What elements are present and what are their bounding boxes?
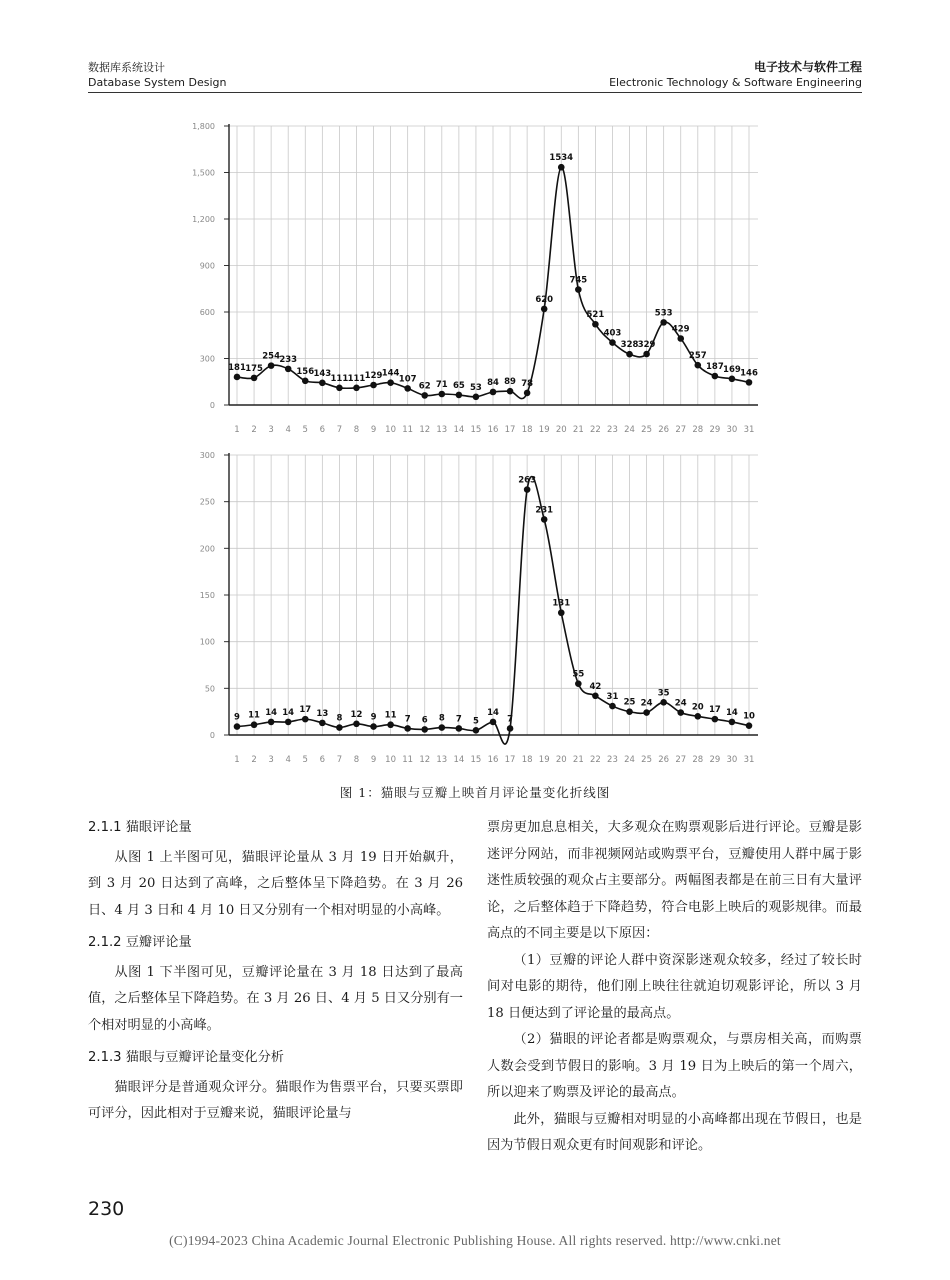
- y-tick-label: 300: [199, 451, 215, 460]
- x-tick-label: 15: [470, 425, 482, 435]
- x-tick-label: 23: [607, 425, 618, 435]
- x-tick-label: 9: [370, 755, 377, 765]
- x-tick-label: 14: [453, 425, 465, 435]
- x-tick-label: 6: [319, 425, 326, 435]
- paragraph-comparison-start: 猫眼评分是普通观众评分。猫眼作为售票平台，只要买票即可评分，因此相对于豆瓣来说，猫眼评论量与: [88, 1079, 463, 1121]
- data-label: 12: [350, 709, 363, 720]
- data-label: 14: [282, 707, 295, 718]
- x-tick-label: 18: [521, 425, 533, 435]
- data-point: [558, 609, 565, 616]
- x-tick-label: 19: [538, 755, 550, 765]
- data-label: 31: [606, 692, 619, 703]
- y-tick-label: 200: [199, 544, 215, 554]
- data-point: [251, 375, 258, 382]
- x-tick-label: 26: [658, 755, 670, 765]
- data-label: 84: [487, 377, 499, 388]
- x-tick-label: 24: [624, 425, 635, 435]
- data-point: [677, 335, 684, 342]
- data-point: [387, 721, 394, 728]
- data-point: [285, 366, 292, 373]
- data-label: 187: [705, 362, 724, 373]
- data-label: 8: [438, 713, 445, 724]
- data-label: 146: [740, 368, 758, 379]
- copyright-footer: (C)1994-2023 China Academic Journal Electronic Publishing House. All rights reserved. http://www.cnki.net: [169, 1233, 781, 1248]
- data-point: [626, 351, 633, 358]
- data-point: [336, 724, 343, 731]
- data-point: [353, 384, 360, 391]
- x-tick-label: 7: [336, 425, 343, 435]
- data-label: 143: [313, 368, 332, 379]
- data-label: 17: [708, 705, 721, 716]
- data-label: 11: [384, 710, 397, 721]
- x-tick-label: 5: [302, 425, 308, 435]
- data-label: 14: [487, 707, 499, 718]
- data-point: [302, 378, 309, 385]
- data-label: 131: [552, 598, 571, 609]
- data-label: 7: [404, 714, 411, 725]
- x-tick-label: 13: [436, 755, 448, 765]
- y-tick-label: 50: [204, 684, 215, 694]
- right-column: [487, 815, 862, 1160]
- data-point: [439, 724, 446, 731]
- data-label: 13: [316, 708, 329, 719]
- maoyan-chart: [192, 122, 758, 435]
- data-point: [575, 680, 582, 687]
- y-tick-label: 100: [199, 637, 215, 647]
- data-point: [660, 319, 667, 326]
- data-point: [268, 362, 275, 369]
- x-tick-label: 29: [709, 425, 721, 435]
- data-label: 9: [370, 712, 377, 723]
- data-label: 175: [245, 363, 263, 374]
- section-title-en: Database System Design: [88, 76, 227, 89]
- data-label: 745: [569, 275, 588, 286]
- data-label: 429: [671, 324, 690, 335]
- x-tick-label: 31: [743, 425, 755, 435]
- y-tick-label: 0: [209, 731, 215, 740]
- data-point: [251, 721, 258, 728]
- x-tick-label: 28: [692, 425, 704, 435]
- data-point: [507, 388, 514, 395]
- x-tick-label: 4: [285, 755, 291, 765]
- data-label: 89: [504, 377, 516, 388]
- data-point: [404, 385, 411, 392]
- paragraph-reason-2: （2）猫眼的评论者都是购票观众，与票房相关高，而购票人数会受到节假日的影响。3 月 19 日为上映后的第一个周六，所以迎来了购票及评论的最高点。: [487, 1032, 862, 1100]
- data-label: 233: [279, 354, 298, 365]
- data-point: [234, 374, 241, 381]
- data-label: 156: [296, 366, 315, 377]
- data-point: [421, 726, 428, 733]
- x-tick-label: 29: [709, 755, 721, 765]
- x-tick-label: 15: [470, 755, 482, 765]
- data-point: [592, 693, 599, 700]
- x-tick-label: 9: [370, 425, 377, 435]
- heading-maoyan-count: 2.1.1 猫眼评论量: [88, 820, 192, 835]
- data-point: [302, 716, 309, 723]
- data-label: 263: [518, 475, 537, 486]
- data-label: 107: [398, 374, 417, 385]
- data-point: [456, 392, 463, 399]
- x-tick-label: 5: [302, 755, 308, 765]
- data-label: 24: [640, 698, 653, 709]
- data-point: [541, 306, 548, 313]
- data-point: [336, 384, 343, 391]
- y-tick-label: 300: [199, 354, 215, 364]
- data-point: [234, 723, 241, 730]
- data-point: [643, 709, 650, 716]
- data-point: [473, 393, 480, 400]
- x-tick-label: 11: [402, 425, 414, 435]
- data-point: [490, 719, 497, 726]
- y-tick-label: 1,500: [192, 168, 215, 178]
- journal-section-header: [88, 60, 226, 90]
- heading-comparison: 2.1.3 猫眼与豆瓣评论量变化分析: [88, 1050, 284, 1065]
- data-label: 6: [421, 715, 428, 726]
- data-point: [473, 727, 480, 734]
- paragraph-maoyan-count: 从图 1 上半图可见，猫眼评论量从 3 月 19 日开始飙升，到 3 月 20 日达到了高峰，之后整体呈下降趋势。在 3 月 26 日、4 月 3 日和 4 月 10 日又分别有一个相对明显的小高峰。: [88, 849, 463, 918]
- x-tick-label: 12: [419, 755, 431, 765]
- data-label: 55: [572, 669, 585, 680]
- data-label: 254: [262, 351, 281, 362]
- data-label: 521: [586, 310, 605, 321]
- data-point: [524, 390, 531, 397]
- data-point: [268, 719, 275, 726]
- x-tick-label: 2: [251, 425, 257, 435]
- x-tick-label: 30: [726, 755, 738, 765]
- x-tick-label: 12: [419, 425, 431, 435]
- x-tick-label: 30: [726, 425, 738, 435]
- data-point: [626, 708, 633, 715]
- data-label: 231: [535, 505, 554, 516]
- x-tick-label: 4: [285, 425, 291, 435]
- data-point: [712, 373, 719, 380]
- x-tick-label: 20: [555, 425, 567, 435]
- data-label: 7: [455, 714, 462, 725]
- x-tick-label: 16: [487, 425, 499, 435]
- data-label: 144: [381, 368, 400, 379]
- data-point: [387, 379, 394, 386]
- data-label: 24: [674, 698, 687, 709]
- data-label: 328: [620, 340, 639, 351]
- data-point: [456, 725, 463, 732]
- data-point: [660, 699, 667, 706]
- data-label: 78: [521, 378, 534, 389]
- data-point: [575, 286, 582, 293]
- douban-chart: [200, 451, 758, 765]
- x-tick-label: 23: [607, 755, 618, 765]
- data-point: [507, 725, 514, 732]
- x-tick-label: 17: [504, 755, 516, 765]
- x-tick-label: 3: [268, 425, 274, 435]
- data-label: 71: [435, 379, 448, 390]
- data-point: [319, 720, 326, 727]
- figure-caption: 图 1：猫眼与豆瓣上映首月评论量变化折线图: [339, 785, 611, 800]
- journal-title-en: Electronic Technology & Software Engineering: [609, 76, 862, 89]
- data-point: [712, 716, 719, 723]
- data-label: 8: [336, 713, 343, 724]
- x-tick-label: 10: [385, 425, 397, 435]
- x-tick-label: 21: [572, 425, 584, 435]
- figure-1-charts: [0, 110, 950, 775]
- data-label: 14: [265, 707, 278, 718]
- x-tick-label: 20: [555, 755, 567, 765]
- data-point: [677, 709, 684, 716]
- data-point: [285, 719, 292, 726]
- x-tick-label: 3: [268, 755, 274, 765]
- data-label: 620: [535, 294, 554, 305]
- data-label: 11: [248, 710, 260, 721]
- x-tick-label: 8: [353, 425, 360, 435]
- data-point: [319, 380, 326, 387]
- y-tick-label: 600: [199, 308, 215, 317]
- data-label: 25: [623, 697, 636, 708]
- data-point: [695, 713, 702, 720]
- data-point: [558, 164, 565, 171]
- data-label: 111: [330, 373, 349, 384]
- data-label: 10: [743, 711, 755, 722]
- data-label: 42: [589, 681, 602, 692]
- x-tick-label: 7: [336, 755, 343, 765]
- data-label: 20: [691, 702, 704, 713]
- data-point: [746, 379, 753, 386]
- data-label: 403: [603, 328, 622, 339]
- data-label: 62: [418, 381, 431, 392]
- data-label: 329: [637, 340, 656, 351]
- data-label: 7: [507, 714, 514, 725]
- left-column: [88, 815, 463, 1128]
- x-tick-label: 18: [521, 755, 533, 765]
- data-label: 1534: [549, 153, 574, 164]
- data-point: [524, 486, 531, 493]
- x-tick-label: 27: [675, 425, 687, 435]
- x-tick-label: 19: [538, 425, 550, 435]
- y-tick-label: 250: [199, 497, 215, 507]
- data-label: 257: [688, 351, 707, 362]
- data-label: 5: [472, 716, 479, 727]
- x-tick-label: 24: [624, 755, 635, 765]
- x-tick-label: 26: [658, 425, 670, 435]
- x-tick-label: 22: [589, 755, 601, 765]
- x-tick-label: 25: [641, 755, 653, 765]
- x-tick-label: 17: [504, 425, 516, 435]
- x-tick-label: 13: [436, 425, 448, 435]
- journal-name-header: [609, 60, 862, 90]
- x-tick-label: 25: [641, 425, 653, 435]
- data-label: 17: [299, 705, 312, 716]
- x-tick-label: 2: [251, 755, 257, 765]
- x-tick-label: 1: [234, 425, 240, 435]
- data-point: [439, 391, 446, 398]
- data-point: [370, 382, 377, 389]
- x-tick-label: 16: [487, 755, 499, 765]
- data-point: [695, 362, 702, 369]
- data-point: [592, 321, 599, 328]
- x-tick-label: 1: [234, 755, 240, 765]
- data-label: 129: [364, 371, 383, 382]
- data-point: [421, 392, 428, 399]
- y-tick-label: 0: [209, 401, 215, 410]
- header-rule: [88, 92, 862, 93]
- x-tick-label: 6: [319, 755, 326, 765]
- y-tick-label: 150: [199, 591, 215, 600]
- data-label: 65: [452, 380, 465, 391]
- paragraph-holiday-peaks: 此外，猫眼与豆瓣相对明显的小高峰都出现在节假日，也是因为节假日观众更有时间观影和评论。: [487, 1111, 862, 1153]
- data-label: 181: [228, 362, 246, 373]
- heading-douban-count: 2.1.2 豆瓣评论量: [88, 935, 192, 950]
- data-point: [746, 722, 753, 729]
- x-tick-label: 10: [385, 755, 397, 765]
- x-tick-label: 27: [675, 755, 687, 765]
- data-label: 14: [726, 707, 738, 718]
- journal-title-cn: 电子技术与软件工程: [753, 60, 862, 74]
- data-point: [609, 703, 616, 710]
- data-point: [643, 351, 650, 358]
- x-tick-label: 31: [743, 755, 755, 765]
- y-tick-label: 900: [199, 261, 215, 271]
- paragraph-comparison-cont: 票房更加息息相关，大多观众在购票观影后进行评论。豆瓣是影迷评分网站，而非视频网站或购票平台，豆瓣使用人群中属于影迷性质较强的观众占主要部分。两幅图表都是在前三日有大量评论，之后整体趋于下降趋势，符合电影上映后的观影规律。而最高点的不同主要是以下原因：: [487, 820, 862, 941]
- data-label: 9: [234, 712, 240, 723]
- y-tick-label: 1,200: [192, 215, 215, 224]
- data-point: [729, 719, 736, 726]
- x-tick-label: 8: [353, 755, 360, 765]
- data-point: [353, 721, 360, 728]
- data-label: 169: [723, 364, 741, 375]
- data-point: [541, 516, 548, 523]
- data-point: [370, 723, 377, 730]
- y-tick-label: 1,800: [192, 122, 215, 131]
- x-tick-label: 11: [402, 755, 414, 765]
- x-tick-label: 28: [692, 755, 704, 765]
- data-label: 53: [470, 382, 482, 393]
- x-tick-label: 22: [589, 425, 601, 435]
- paragraph-reason-1: （1）豆瓣的评论人群中资深影迷观众较多，经过了较长时间对电影的期待，他们刚上映往往就迫切观影评论，所以 3 月 18 日便达到了评论量的最高点。: [487, 952, 862, 1021]
- paragraph-douban-count: 从图 1 下半图可见，豆瓣评论量在 3 月 18 日达到了最高值，之后整体呈下降趋势。在 3 月 26 日、4 月 5 日又分别有一个相对明显的小高峰。: [88, 964, 463, 1033]
- data-label: 533: [654, 308, 673, 319]
- data-label: 111: [347, 373, 366, 384]
- data-point: [729, 376, 736, 383]
- data-point: [609, 339, 616, 346]
- data-point: [404, 725, 411, 732]
- data-label: 35: [657, 688, 670, 699]
- page-number: 230: [88, 1198, 125, 1220]
- x-tick-label: 21: [572, 755, 584, 765]
- data-point: [490, 389, 497, 396]
- section-title-cn: 数据库系统设计: [88, 61, 165, 74]
- x-tick-label: 14: [453, 755, 465, 765]
